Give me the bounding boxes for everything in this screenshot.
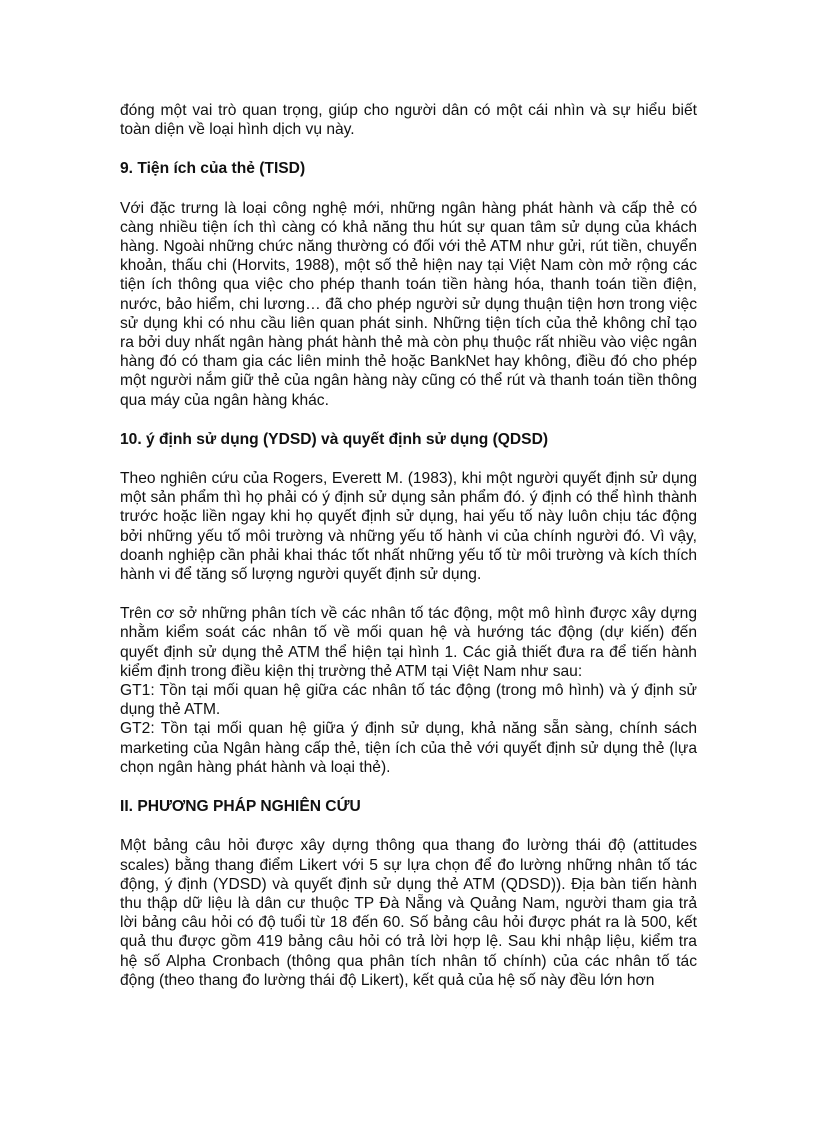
hypothesis-gt2: GT2: Tồn tại mối quan hệ giữa ý định sử dụng, khả năng sẵn sàng, chính sách marketing của Ngân hàng cấp thẻ, tiện ích của thẻ với quyết định sử dụng thẻ (lựa chọn ngân hàng phát hành và loại thẻ).	[120, 720, 697, 776]
section-ii-heading: II. PHƯƠNG PHÁP NGHIÊN CỨU	[120, 798, 361, 816]
section-10-heading: 10. ý định sử dụng (YDSD) và quyết định sử dụng (QDSD)	[120, 430, 549, 448]
section-10-paragraph-1: Theo nghiên cứu của Rogers, Everett M. (1983), khi một người quyết định sử dụng một sản phẩm thì họ phải có ý định sử dụng sản phẩm đó. ý định có thể hình thành trước hoặc liền ngay khi họ quyết định sử dụng, hai yếu tố này luôn chịu tác động bởi những yếu tố môi trường và những yếu tố hành vi của chính người đó. Vì vậy, doanh nghiệp cần phải khai thác tốt nhất những yếu tố từ môi trường và kích thích hành vi để tăng số lượng người quyết định sử dụng.	[120, 470, 697, 584]
section-9-heading: 9. Tiện ích của thẻ (TISD)	[120, 160, 306, 178]
section-ii-paragraph: Một bảng câu hỏi được xây dựng thông qua thang đo lường thái độ (attitudes scales) bằng thang điểm Likert với 5 sự lựa chọn để đo lường những nhân tố tác động, ý định (YDSD) và quyết định sử dụng thẻ ATM (QDSD)). Địa bàn tiến hành thu thập dữ liệu là dân cư thuộc TP Đà Nẵng và Quảng Nam, người tham gia trả lời bảng câu hỏi có độ tuổi từ 18 đến 60. Số bảng câu hỏi được phát ra là 500, kết quả thu được gồm 419 bảng câu hỏi có trả lời hợp lệ. Sau khi nhập liệu, kiểm tra hệ số Alpha Cronbach (thông qua phân tích nhân tố chính) của các nhân tố tác động (theo thang đo lường thái độ Likert), kết quả của hệ số này đều lớn hơn	[120, 837, 697, 989]
document-page	[120, 101, 697, 990]
section-9-paragraph: Với đặc trưng là loại công nghệ mới, những ngân hàng phát hành và cấp thẻ có càng nhiều tiện ích thì càng có khả năng thu hút sự quan tâm sử dụng của khách hàng. Ngoài những chức năng thường có đối với thẻ ATM như gửi, rút tiền, chuyển khoản, thấu chi (Horvits, 1988), một số thẻ hiện nay tại Việt Nam còn mở rộng các tiện ích thông qua việc cho phép thanh toán tiền hàng hóa, thanh toán tiền điện, nước, bảo hiểm, chi lương… đã cho phép người sử dụng thuận tiện hơn trong việc sử dụng khi có nhu cầu liên quan phát sinh. Những tiện tích của thẻ không chỉ tạo ra bởi duy nhất ngân hàng phát hành thẻ mà còn phụ thuộc rất nhiều vào việc ngân hàng đó có tham gia các liên minh thẻ hoặc BankNet hay không, điều đó cho phép một người nắm giữ thẻ của ngân hàng này cũng có thể rút và thanh toán tiền thông qua máy của ngân hàng khác.	[120, 199, 697, 409]
hypothesis-gt1: GT1: Tồn tại mối quan hệ giữa các nhân tố tác động (trong mô hình) và ý định sử dụng thẻ ATM.	[120, 682, 697, 719]
section-10-paragraph-2: Trên cơ sở những phân tích về các nhân tố tác động, một mô hình được xây dựng nhằm kiểm soát các nhân tố về mối quan hệ và hướng tác động (dự kiến) đến quyết định sử dụng thẻ ATM thể hiện tại hình 1. Các giả thiết đưa ra để tiến hành kiểm định trong điều kiện thị trường thẻ ATM tại Việt Nam như sau:	[120, 605, 697, 680]
intro-paragraph: đóng một vai trò quan trọng, giúp cho người dân có một cái nhìn và sự hiểu biết toàn diện về loại hình dịch vụ này.	[120, 102, 697, 139]
